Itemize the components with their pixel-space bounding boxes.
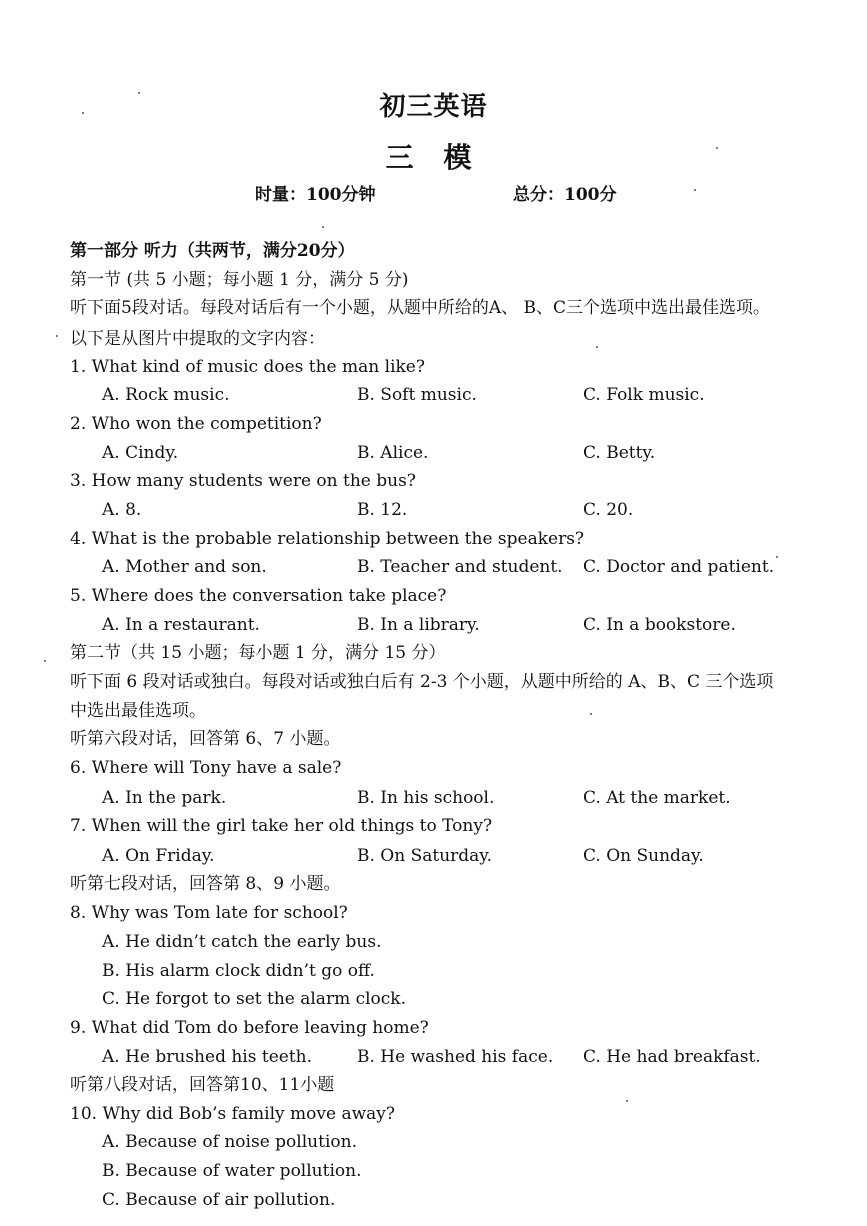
extraction-note: 以下是从图片中提取的文字内容： [70,329,325,349]
scan-speck [590,713,592,715]
option-3a: A. 8. [102,500,142,520]
option-7c: C. On Sunday. [583,846,704,866]
option-7b: B. On Saturday. [357,846,493,866]
section2-instruction-line2: 中选出最佳选项。 [70,701,206,721]
scan-speck [596,346,598,348]
exam-title: 初三英语 [379,92,488,122]
option-1c: C. Folk music. [583,385,705,405]
option-2a: A. Cindy. [102,443,179,463]
options-4 [0,556,867,578]
scan-speck [82,112,84,114]
dialog6-instruction: 听第六段对话，回答第 6、7 小题。 [70,729,341,749]
option-2b: B. Alice. [357,443,429,463]
dialog7-instruction: 听第七段对话，回答第 8、9 小题。 [70,874,341,894]
question-7: 7. When will the girl take her old things to Tony? [70,816,493,836]
option-8a: A. He didn’t catch the early bus. [102,932,382,952]
question-5: 5. Where does the conversation take place? [70,586,447,606]
option-10c: C. Because of air pollution. [102,1190,336,1210]
question-2: 2. Who won the competition? [70,414,322,434]
question-9: 9. What did Tom do before leaving home? [70,1018,429,1038]
options-2 [0,442,867,464]
option-3c: C. 20. [583,500,634,520]
question-3: 3. How many students were on the bus? [70,471,416,491]
question-4: 4. What is the probable relationship between the speakers? [70,529,585,549]
scan-speck [44,660,46,662]
option-3b: B. 12. [357,500,408,520]
section1-heading: 第一节 (共 5 小题；每小题 1 分，满分 5 分) [70,270,409,290]
option-10b: B. Because of water pollution. [102,1161,362,1181]
scan-speck [694,189,696,191]
exam-subtitle: 三 模 [385,141,482,174]
scan-speck [322,226,324,228]
options-7 [0,845,867,867]
scan-speck [56,335,58,337]
dialog8-instruction: 听第八段对话，回答第10、11小题 [70,1075,335,1095]
option-7a: A. On Friday. [102,846,215,866]
option-4b: B. Teacher and student. [357,557,563,577]
option-9a: A. He brushed his teeth. [102,1047,313,1067]
question-1: 1. What kind of music does the man like? [70,357,425,377]
scan-speck [716,147,718,149]
option-8c: C. He forgot to set the alarm clock. [102,989,407,1009]
part1-heading: 第一部分 听力（共两节，满分20分） [70,241,355,261]
option-5a: A. In a restaurant. [102,615,260,635]
scan-speck [626,1100,628,1102]
time-limit: 时量：100分钟 [255,185,376,205]
option-8b: B. His alarm clock didn’t go off. [102,961,375,981]
option-9b: B. He washed his face. [357,1047,554,1067]
total-score: 总分：100分 [513,185,617,205]
question-10: 10. Why did Bob’s family move away? [70,1104,396,1124]
options-5 [0,614,867,636]
option-9c: C. He had breakfast. [583,1047,761,1067]
option-4a: A. Mother and son. [102,557,267,577]
option-1a: A. Rock music. [102,385,230,405]
option-4c: C. Doctor and patient. [583,557,775,577]
option-10a: A. Because of noise pollution. [102,1132,357,1152]
option-5b: B. In a library. [357,615,480,635]
options-6 [0,787,867,809]
question-8: 8. Why was Tom late for school? [70,903,348,923]
question-6: 6. Where will Tony have a sale? [70,758,342,778]
option-6b: B. In his school. [357,788,495,808]
scan-speck [138,92,140,94]
option-6a: A. In the park. [102,788,227,808]
scan-speck [776,556,778,558]
section1-instruction: 听下面5段对话。每段对话后有一个小题，从题中所给的A、 B、C三个选项中选出最佳选项。 [70,298,770,318]
option-1b: B. Soft music. [357,385,477,405]
option-6c: C. At the market. [583,788,731,808]
section2-heading: 第二节（共 15 小题；每小题 1 分，满分 15 分） [70,643,446,663]
options-1 [0,384,867,406]
options-3 [0,499,867,521]
option-2c: C. Betty. [583,443,656,463]
options-9 [0,1046,867,1068]
section2-instruction-line1: 听下面 6 段对话或独白。每段对话或独白后有 2-3 个小题，从题中所给的 A、B、C 三个选项 [70,672,774,692]
option-5c: C. In a bookstore. [583,615,736,635]
